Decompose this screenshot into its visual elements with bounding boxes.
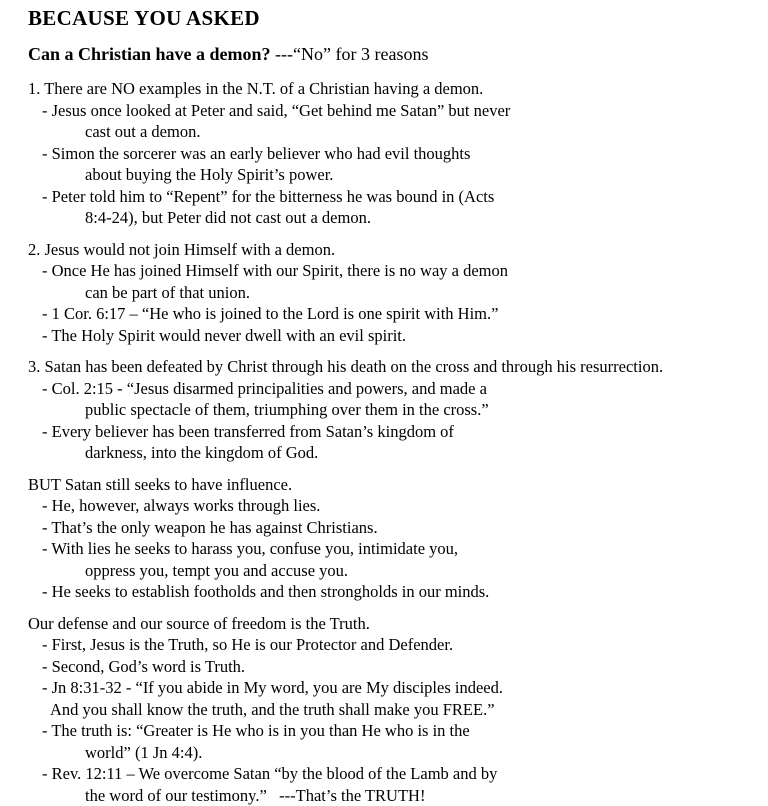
- doc-line: - With lies he seeks to harass you, confuse you, intimidate you,: [42, 539, 459, 558]
- doc-line: - Once He has joined Himself with our Spirit, there is no way a demon: [42, 261, 509, 280]
- doc-line: BUT Satan still seeks to have influence.: [28, 474, 293, 494]
- paragraph-but-satan: [28, 474, 760, 603]
- doc-line: - The Holy Spirit would never dwell with an evil spirit.: [42, 325, 407, 345]
- doc-line: - The truth is: “Greater is He who is in you than He who is in the: [42, 721, 470, 740]
- doc-line: 8:4-24), but Peter did not cast out a demon.: [85, 208, 371, 227]
- paragraph-reason-3: [28, 356, 760, 464]
- doc-line: about buying the Holy Spirit’s power.: [85, 165, 334, 184]
- doc-line: 1. There are NO examples in the N.T. of a Christian having a demon.: [28, 79, 484, 98]
- doc-line: - First, Jesus is the Truth, so He is our Protector and Defender.: [42, 635, 454, 654]
- paragraph-reason-2: [28, 239, 760, 347]
- doc-line: oppress you, tempt you and accuse you.: [85, 560, 349, 580]
- paragraph-our-defense: [28, 613, 760, 806]
- doc-line: cast out a demon.: [85, 122, 201, 141]
- doc-line: And you shall know the truth, and the truth shall make you FREE.”: [50, 699, 495, 719]
- doc-line: - Simon the sorcerer was an early believer who had evil thoughts: [42, 143, 471, 163]
- doc-line: Our defense and our source of freedom is the Truth.: [28, 613, 370, 633]
- doc-line: - That’s the only weapon he has against Christians.: [42, 517, 378, 537]
- doc-line: - 1 Cor. 6:17 – “He who is joined to the Lord is one spirit with Him.”: [42, 304, 499, 323]
- doc-line: - Jesus once looked at Peter and said, “Get behind me Satan” but never: [42, 100, 511, 120]
- doc-line: the word of our testimony.” ---That’s the TRUTH!: [85, 785, 426, 805]
- answer-text: ---“No” for 3 reasons: [270, 44, 429, 64]
- doc-line: - Rev. 12:11 – We overcome Satan “by the blood of the Lamb and by: [42, 764, 498, 783]
- page-title: BECAUSE YOU ASKED: [28, 6, 260, 30]
- doc-line: public spectacle of them, triumphing over them in the cross.”: [85, 400, 489, 419]
- doc-line: - He seeks to establish footholds and then strongholds in our minds.: [42, 582, 490, 601]
- question-line: [28, 43, 760, 65]
- doc-line: darkness, into the kingdom of God.: [85, 443, 319, 462]
- doc-line: - Col. 2:15 - “Jesus disarmed principalities and powers, and made a: [42, 378, 487, 398]
- doc-line: world” (1 Jn 4:4).: [85, 742, 203, 762]
- doc-line: - Second, God’s word is Truth.: [42, 656, 246, 676]
- doc-line: 2. Jesus would not join Himself with a demon.: [28, 239, 336, 259]
- doc-line: - Jn 8:31-32 - “If you abide in My word, you are My disciples indeed.: [42, 678, 503, 697]
- doc-line: - He, however, always works through lies.: [42, 496, 321, 515]
- doc-line: can be part of that union.: [85, 282, 250, 302]
- question-text: Can a Christian have a demon?: [28, 44, 271, 64]
- doc-line: - Every believer has been transferred from Satan’s kingdom of: [42, 421, 454, 441]
- doc-line: - Peter told him to “Repent” for the bitterness he was bound in (Acts: [42, 186, 495, 206]
- doc-line: 3. Satan has been defeated by Christ through his death on the cross and through his resurrection.: [28, 357, 664, 376]
- paragraph-reason-1: [28, 78, 760, 229]
